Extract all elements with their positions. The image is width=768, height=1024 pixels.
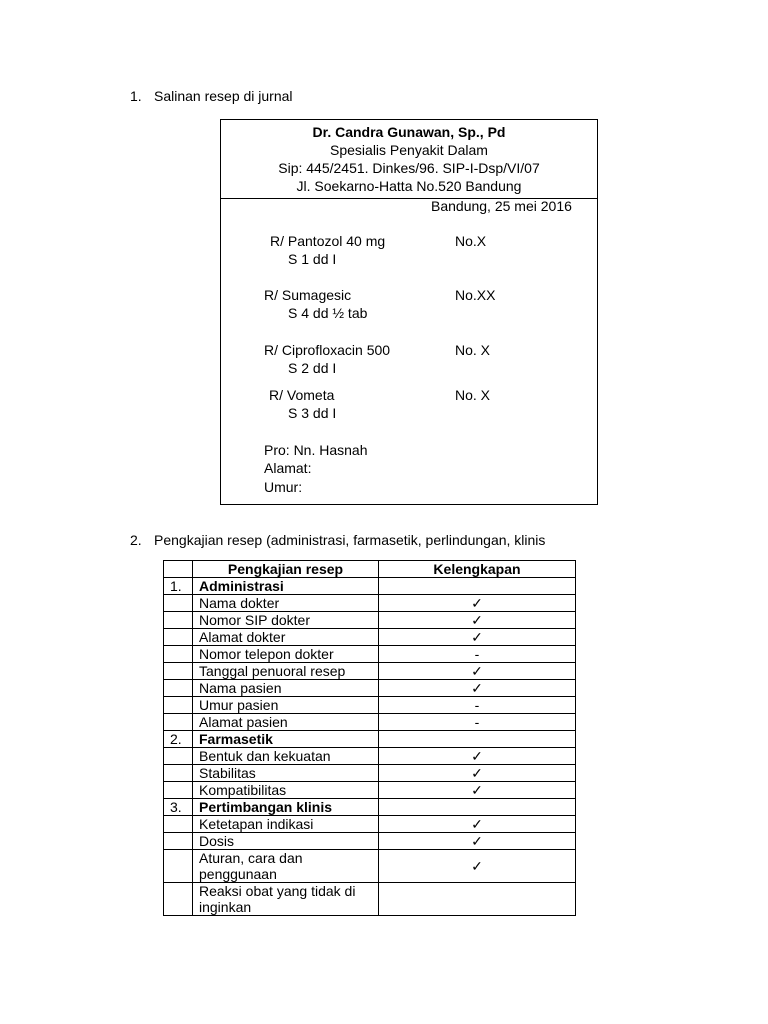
empty-cell — [164, 816, 193, 833]
rx-item-qty: No.XX — [455, 287, 496, 303]
section-title: Administrasi — [193, 578, 379, 595]
dash-mark: - — [379, 697, 576, 714]
patient-address: Alamat: — [264, 460, 312, 476]
section-2-number: 2. — [130, 532, 142, 548]
empty-cell — [164, 646, 193, 663]
table-header-row — [164, 561, 576, 578]
dash-mark: - — [379, 714, 576, 731]
rx-item-dose: S 4 dd ½ tab — [288, 305, 368, 321]
header-no — [164, 561, 193, 578]
rx-item-qty: No. X — [455, 342, 491, 358]
rx-item-dose: S 1 dd I — [288, 251, 337, 267]
empty-cell — [164, 680, 193, 697]
row-label: Tanggal penuoral resep — [193, 663, 379, 680]
empty-cell — [164, 714, 193, 731]
check-icon: ✓ — [379, 663, 576, 680]
table-row — [164, 680, 576, 697]
section-title: Pertimbangan klinis — [193, 799, 379, 816]
row-label: Alamat dokter — [193, 629, 379, 646]
table-row — [164, 748, 576, 765]
patient-age: Umur: — [264, 479, 303, 495]
empty-cell — [164, 663, 193, 680]
section-1-title: Salinan resep di jurnal — [154, 88, 293, 104]
empty-cell — [379, 578, 576, 595]
empty-cell — [164, 850, 193, 883]
check-icon: ✓ — [379, 748, 576, 765]
check-icon: ✓ — [379, 765, 576, 782]
table-row — [164, 765, 576, 782]
empty-cell — [164, 595, 193, 612]
row-label: Nama pasien — [193, 680, 379, 697]
section-number: 1. — [164, 578, 193, 595]
header-pengkajian: Pengkajian resep — [193, 561, 379, 578]
doctor-sip: Sip: 445/2451. Dinkes/96. SIP-I-Dsp/VI/07 — [278, 160, 540, 176]
row-label: Stabilitas — [193, 765, 379, 782]
table-row — [164, 833, 576, 850]
check-icon: ✓ — [379, 833, 576, 850]
check-icon: ✓ — [379, 629, 576, 646]
table-row — [164, 782, 576, 799]
rx-item-qty: No.X — [455, 233, 487, 249]
table-row — [164, 629, 576, 646]
row-label: Nomor telepon dokter — [193, 646, 379, 663]
table-row — [164, 646, 576, 663]
empty-mark — [379, 883, 576, 916]
rx-item-drug: R/ Vometa — [269, 387, 335, 403]
prescription-date: Bandung, 25 mei 2016 — [431, 198, 572, 214]
header-kelengkapan: Kelengkapan — [379, 561, 576, 578]
section-title: Farmasetik — [193, 731, 379, 748]
table-row — [164, 883, 576, 916]
check-icon: ✓ — [379, 782, 576, 799]
check-icon: ✓ — [379, 850, 576, 883]
section-2-title: Pengkajian resep (administrasi, farmasetik, perlindungan, klinis — [154, 532, 546, 548]
empty-cell — [164, 697, 193, 714]
prescription-box — [220, 119, 598, 505]
empty-cell — [164, 748, 193, 765]
row-label: Aturan, cara dan penggunaan — [193, 850, 379, 883]
doctor-specialty: Spesialis Penyakit Dalam — [330, 142, 488, 158]
rx-item-qty: No. X — [455, 387, 491, 403]
empty-cell — [164, 765, 193, 782]
doctor-name: Dr. Candra Gunawan, Sp., Pd — [312, 124, 506, 140]
empty-cell — [379, 799, 576, 816]
check-icon: ✓ — [379, 816, 576, 833]
section-number: 2. — [164, 731, 193, 748]
check-icon: ✓ — [379, 680, 576, 697]
rx-item-drug: R/ Pantozol 40 mg — [270, 233, 386, 249]
empty-cell — [164, 833, 193, 850]
section-row — [164, 731, 576, 748]
table-row — [164, 816, 576, 833]
row-label: Bentuk dan kekuatan — [193, 748, 379, 765]
section-1-heading — [130, 88, 293, 104]
row-label: Kompatibilitas — [193, 782, 379, 799]
table-row — [164, 612, 576, 629]
empty-cell — [164, 612, 193, 629]
section-number: 3. — [164, 799, 193, 816]
empty-cell — [379, 731, 576, 748]
empty-cell — [164, 782, 193, 799]
row-label: Ketetapan indikasi — [193, 816, 379, 833]
table-row — [164, 850, 576, 883]
row-label: Nomor SIP dokter — [193, 612, 379, 629]
table-row — [164, 697, 576, 714]
row-label: Alamat pasien — [193, 714, 379, 731]
empty-cell — [164, 629, 193, 646]
rx-item-dose: S 2 dd I — [288, 360, 337, 376]
section-2-heading — [130, 532, 545, 548]
table-row — [164, 663, 576, 680]
rx-item-drug: R/ Ciprofloxacin 500 — [264, 342, 391, 358]
rx-item-drug: R/ Sumagesic — [264, 287, 352, 303]
doctor-address: Jl. Soekarno-Hatta No.520 Bandung — [296, 178, 522, 194]
table-row — [164, 595, 576, 612]
row-label: Dosis — [193, 833, 379, 850]
row-label: Nama dokter — [193, 595, 379, 612]
rx-item-dose: S 3 dd I — [288, 405, 337, 421]
check-icon: ✓ — [379, 595, 576, 612]
section-row — [164, 578, 576, 595]
check-icon: ✓ — [379, 612, 576, 629]
dash-mark: - — [379, 646, 576, 663]
patient-name: Pro: Nn. Hasnah — [264, 442, 368, 458]
empty-cell — [164, 883, 193, 916]
section-row — [164, 799, 576, 816]
prescription-header — [221, 120, 597, 199]
row-label: Reaksi obat yang tidak di inginkan — [193, 883, 379, 916]
review-table — [163, 560, 576, 916]
row-label: Umur pasien — [193, 697, 379, 714]
table-row — [164, 714, 576, 731]
section-1-number: 1. — [130, 88, 142, 104]
